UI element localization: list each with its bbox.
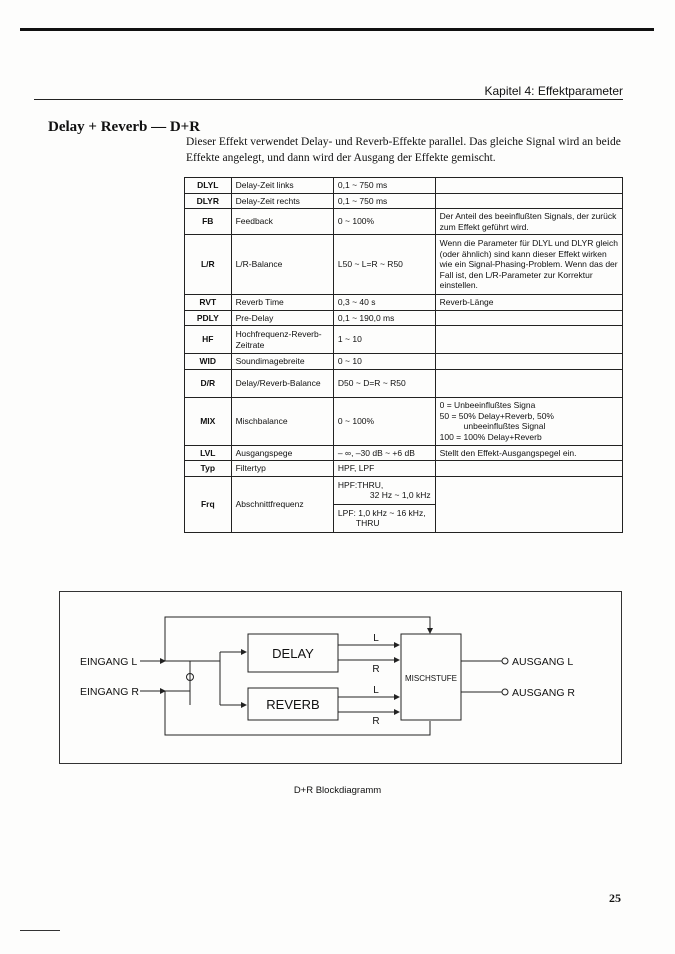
param-range: 0,1 ~ 190,0 ms: [333, 310, 435, 326]
param-abbr: FB: [185, 209, 232, 235]
param-abbr: LVL: [185, 445, 232, 461]
param-name: Delay-Zeit rechts: [231, 193, 333, 209]
param-name: Delay-Zeit links: [231, 178, 333, 194]
output-l-label: AUSGANG L: [512, 656, 574, 668]
param-abbr: D/R: [185, 369, 232, 397]
param-abbr: DLYR: [185, 193, 232, 209]
param-abbr: Frq: [185, 476, 232, 532]
page-number: 25: [609, 891, 621, 905]
section-intro: Dieser Effekt verwendet Delay- und Reverb-Effekte parallel. Das gleiche Signal wird an beide Effekte angelegt, und dann wird der Ausgang der Effekte gemischt.: [186, 136, 621, 164]
param-abbr: PDLY: [185, 310, 232, 326]
param-range: 0,1 ~ 750 ms: [333, 178, 435, 194]
note-line: 0 = Unbeeinflußtes Signa: [439, 400, 536, 410]
param-name: Filtertyp: [231, 461, 333, 477]
param-range: HPF, LPF: [333, 461, 435, 477]
param-abbr: Typ: [185, 461, 232, 477]
chapter-header: Kapitel 4: Effektparameter: [484, 84, 623, 98]
param-range: 0,3 ~ 40 s: [333, 295, 435, 311]
param-abbr: RVT: [185, 295, 232, 311]
param-name: Pre-Delay: [231, 310, 333, 326]
bottom-rule: [20, 930, 60, 931]
sum-l: [165, 661, 190, 705]
param-name: Soundimagebreite: [231, 354, 333, 370]
range-line: LPF: 1,0 kHz ~ 16 kHz,: [337, 507, 426, 518]
input-l-label: EINGANG L: [80, 656, 138, 668]
param-range: 0 ~ 10: [333, 354, 435, 370]
reverb-r-tag: R: [372, 716, 380, 727]
note-line: 50 = 50% Delay+Reverb, 50%: [439, 410, 554, 421]
note-line: unbeeinflußtes Signal: [463, 421, 546, 431]
param-name: Delay/Reverb-Balance: [231, 369, 333, 397]
delay-l-tag: L: [373, 633, 379, 644]
delay-r-tag: R: [372, 664, 380, 675]
param-name: Ausgangspege: [231, 445, 333, 461]
param-range: 0 ~ 100%: [333, 209, 435, 235]
param-note: Stellt den Effekt-Ausgangspegel ein.: [435, 445, 622, 461]
note-line: 100 = 100% Delay+Reverb: [439, 431, 542, 442]
section-title: Delay + Reverb — D+R: [48, 119, 201, 135]
param-name: L/R-Balance: [231, 235, 333, 295]
param-range: 0 ~ 100%: [333, 397, 435, 445]
output-r-label: AUSGANG R: [512, 687, 576, 699]
output-r-jack-icon: [502, 689, 508, 695]
param-abbr: HF: [185, 326, 232, 354]
range-line: HPF:THRU,: [337, 479, 384, 490]
reverb-label: REVERB: [266, 697, 320, 712]
range-line: 32 Hz ~ 1,0 kHz: [369, 490, 431, 500]
param-name: Feedback: [231, 209, 333, 235]
param-name: Abschnittfrequenz: [231, 476, 333, 532]
param-abbr: L/R: [185, 235, 232, 295]
param-range: 1 ~ 10: [333, 326, 435, 354]
figure-caption: D+R Blockdiagramm: [293, 785, 382, 796]
param-name: Reverb Time: [231, 295, 333, 311]
param-range: D50 ~ D=R ~ R50: [333, 369, 435, 397]
param-name: Hochfrequenz-Reverb-Zeitrate: [231, 326, 333, 354]
output-l-jack-icon: [502, 658, 508, 664]
param-note: Der Anteil des beeinflußten Signals, der zurück zum Effekt geführt wird.: [435, 209, 622, 235]
mixer-label: MISCHSTUFE: [405, 674, 457, 683]
param-range: 0,1 ~ 750 ms: [333, 193, 435, 209]
reverb-l-tag: L: [373, 685, 379, 696]
param-name: Mischbalance: [231, 397, 333, 445]
param-abbr: DLYL: [185, 178, 232, 194]
param-abbr: WID: [185, 354, 232, 370]
param-note: Wenn die Parameter für DLYL und DLYR gleich (oder ähnlich) sind kann dieser Effekt wirken wie ein Signal-Phasing-Problem. Wenn das der Fall ist, den L/R-Parameter zur Korrektur einstellen.: [435, 235, 622, 295]
param-range: – ∞, –30 dB ~ +6 dB: [333, 445, 435, 461]
input-r-label: EINGANG R: [80, 686, 139, 698]
param-abbr: MIX: [185, 397, 232, 445]
delay-label: DELAY: [272, 646, 314, 661]
range-line: THRU: [355, 518, 380, 528]
param-range: L50 ~ L=R ~ R50: [333, 235, 435, 295]
param-note: Reverb-Länge: [435, 295, 622, 311]
